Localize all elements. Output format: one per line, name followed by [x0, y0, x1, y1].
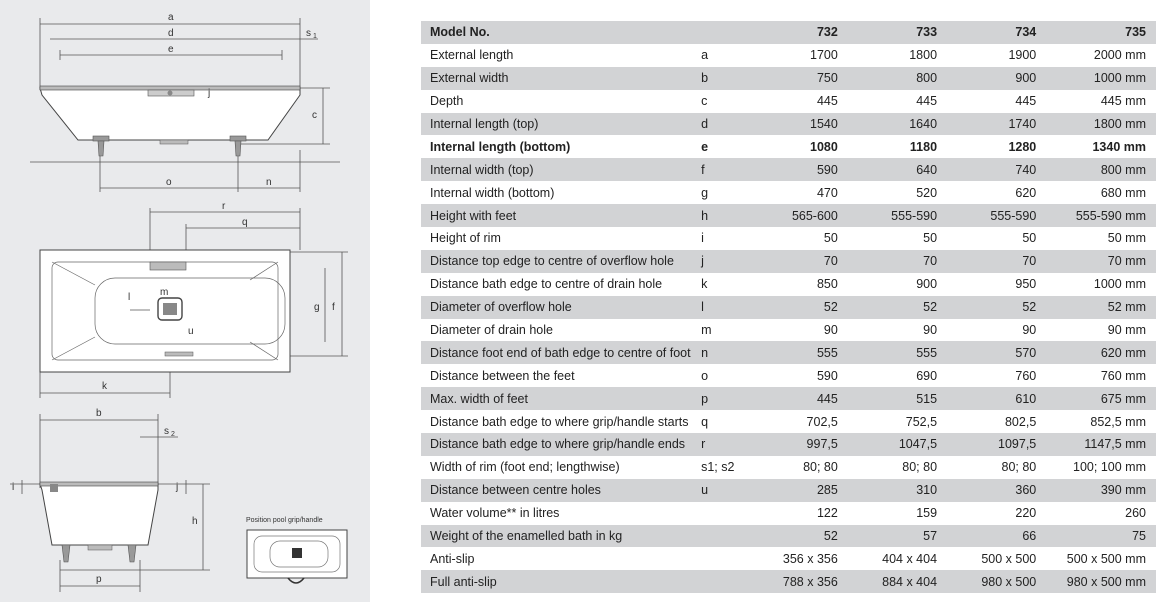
table-row — [421, 90, 1156, 113]
row-value-model-4: 100; 100 mm — [1036, 456, 1156, 479]
spec-table — [421, 21, 1156, 593]
row-code: k — [699, 273, 740, 296]
row-code: r — [699, 433, 740, 456]
table-row — [421, 67, 1156, 90]
table-row — [421, 456, 1156, 479]
row-label: Weight of the enamelled bath in kg — [421, 525, 699, 548]
row-value-model-2: 404 x 404 — [838, 547, 937, 570]
technical-drawing — [0, 0, 370, 602]
row-value-model-2: 445 — [838, 90, 937, 113]
table-row — [421, 135, 1156, 158]
row-value-model-1: 1540 — [740, 113, 837, 136]
row-value-model-3: 220 — [937, 502, 1036, 525]
row-value-model-1: 445 — [740, 90, 837, 113]
table-row — [421, 570, 1156, 593]
row-value-model-4: 75 — [1036, 525, 1156, 548]
row-label: Internal width (top) — [421, 158, 699, 181]
row-value-model-4: 445 mm — [1036, 90, 1156, 113]
row-code — [699, 525, 740, 548]
row-label: Distance foot end of bath edge to centre of foot — [421, 341, 699, 364]
dim-label-q: q — [242, 217, 248, 228]
dim-label-r: r — [222, 201, 226, 212]
row-value-model-2: 515 — [838, 387, 937, 410]
row-label: Diameter of overflow hole — [421, 296, 699, 319]
row-value-model-1: 555 — [740, 341, 837, 364]
row-value-model-1: 565-600 — [740, 204, 837, 227]
dim-label-g: g — [314, 302, 320, 313]
row-label: Anti-slip — [421, 547, 699, 570]
row-code — [699, 547, 740, 570]
row-code: b — [699, 67, 740, 90]
row-value-model-3: 1097,5 — [937, 433, 1036, 456]
row-code: h — [699, 204, 740, 227]
table-row — [421, 410, 1156, 433]
table-row — [421, 364, 1156, 387]
row-value-model-2: 520 — [838, 181, 937, 204]
row-code: m — [699, 319, 740, 342]
row-value-model-2: 90 — [838, 319, 937, 342]
table-row — [421, 204, 1156, 227]
row-value-model-3: 950 — [937, 273, 1036, 296]
row-value-model-1: 50 — [740, 227, 837, 250]
row-label: Depth — [421, 90, 699, 113]
row-code: l — [699, 296, 740, 319]
row-code: f — [699, 158, 740, 181]
row-value-model-1: 285 — [740, 479, 837, 502]
row-value-model-2: 690 — [838, 364, 937, 387]
row-label: Width of rim (foot end; lengthwise) — [421, 456, 699, 479]
row-code: c — [699, 90, 740, 113]
row-label: Distance bath edge to where grip/handle ends — [421, 433, 699, 456]
row-value-model-3: 52 — [937, 296, 1036, 319]
row-label: Distance between the feet — [421, 364, 699, 387]
row-label: Internal length (bottom) — [421, 135, 699, 158]
row-label: Distance bath edge to where grip/handle starts — [421, 410, 699, 433]
row-value-model-3: 570 — [937, 341, 1036, 364]
header-model-3: 734 — [937, 21, 1036, 44]
row-value-model-1: 590 — [740, 158, 837, 181]
dim-label-e: e — [168, 44, 174, 55]
table-row — [421, 319, 1156, 342]
dim-label-i: i — [12, 482, 15, 493]
dim-label-s2-sub: 2 — [171, 431, 175, 438]
row-label: Diameter of drain hole — [421, 319, 699, 342]
row-value-model-1: 356 x 356 — [740, 547, 837, 570]
row-value-model-2: 640 — [838, 158, 937, 181]
table-row — [421, 273, 1156, 296]
row-value-model-1: 788 x 356 — [740, 570, 837, 593]
row-value-model-2: 1800 — [838, 44, 937, 67]
row-code: g — [699, 181, 740, 204]
row-value-model-4: 1000 mm — [1036, 67, 1156, 90]
row-value-model-3: 360 — [937, 479, 1036, 502]
row-value-model-1: 470 — [740, 181, 837, 204]
table-row — [421, 250, 1156, 273]
row-value-model-2: 57 — [838, 525, 937, 548]
row-value-model-1: 52 — [740, 525, 837, 548]
row-value-model-4: 980 x 500 mm — [1036, 570, 1156, 593]
row-value-model-2: 800 — [838, 67, 937, 90]
dim-label-s2: s — [164, 426, 169, 437]
spec-table-body — [421, 21, 1156, 593]
table-row — [421, 341, 1156, 364]
row-value-model-4: 680 mm — [1036, 181, 1156, 204]
table-row — [421, 525, 1156, 548]
table-row — [421, 296, 1156, 319]
dim-label-l: l — [128, 292, 131, 303]
row-value-model-4: 760 mm — [1036, 364, 1156, 387]
row-value-model-1: 590 — [740, 364, 837, 387]
row-label: Distance between centre holes — [421, 479, 699, 502]
row-value-model-2: 555 — [838, 341, 937, 364]
row-value-model-2: 50 — [838, 227, 937, 250]
row-value-model-1: 122 — [740, 502, 837, 525]
row-value-model-2: 1640 — [838, 113, 937, 136]
row-value-model-4: 390 mm — [1036, 479, 1156, 502]
row-value-model-1: 52 — [740, 296, 837, 319]
row-value-model-4: 500 x 500 mm — [1036, 547, 1156, 570]
row-value-model-1: 445 — [740, 387, 837, 410]
tub-front-view — [40, 484, 158, 545]
table-row — [421, 479, 1156, 502]
row-value-model-4: 70 mm — [1036, 250, 1156, 273]
row-code: e — [699, 135, 740, 158]
table-row — [421, 227, 1156, 250]
row-value-model-3: 50 — [937, 227, 1036, 250]
row-label: Full anti-slip — [421, 570, 699, 593]
row-value-model-3: 1900 — [937, 44, 1036, 67]
dim-label-s1: s — [306, 28, 311, 39]
row-value-model-3: 610 — [937, 387, 1036, 410]
row-value-model-3: 1280 — [937, 135, 1036, 158]
row-code: u — [699, 479, 740, 502]
row-value-model-3: 802,5 — [937, 410, 1036, 433]
row-value-model-2: 555-590 — [838, 204, 937, 227]
row-value-model-4: 50 mm — [1036, 227, 1156, 250]
table-row — [421, 433, 1156, 456]
table-row — [421, 181, 1156, 204]
row-value-model-3: 620 — [937, 181, 1036, 204]
row-label: Internal length (top) — [421, 113, 699, 136]
row-value-model-1: 1700 — [740, 44, 837, 67]
dim-label-c: c — [312, 110, 317, 121]
row-value-model-3: 500 x 500 — [937, 547, 1036, 570]
row-value-model-3: 66 — [937, 525, 1036, 548]
dim-label-j-front: j — [176, 482, 179, 493]
row-value-model-1: 1080 — [740, 135, 837, 158]
row-value-model-4: 90 mm — [1036, 319, 1156, 342]
table-header-row — [421, 21, 1156, 44]
row-value-model-2: 159 — [838, 502, 937, 525]
row-label: Height with feet — [421, 204, 699, 227]
row-value-model-3: 760 — [937, 364, 1036, 387]
row-value-model-4: 852,5 mm — [1036, 410, 1156, 433]
row-value-model-4: 1340 mm — [1036, 135, 1156, 158]
row-code: i — [699, 227, 740, 250]
row-value-model-2: 884 x 404 — [838, 570, 937, 593]
dim-label-j-side: j — [208, 88, 211, 99]
dim-label-a: a — [168, 12, 174, 23]
header-label: Model No. — [421, 21, 699, 44]
row-label: Internal width (bottom) — [421, 181, 699, 204]
grip-position-caption: Position pool grip/handle — [246, 517, 323, 524]
dim-label-d: d — [168, 28, 174, 39]
row-value-model-2: 752,5 — [838, 410, 937, 433]
row-label: Water volume** in litres — [421, 502, 699, 525]
row-value-model-4: 800 mm — [1036, 158, 1156, 181]
header-model-2: 733 — [838, 21, 937, 44]
dim-label-h: h — [192, 516, 198, 527]
row-value-model-4: 1147,5 mm — [1036, 433, 1156, 456]
dim-label-p: p — [96, 574, 102, 585]
table-row — [421, 387, 1156, 410]
row-value-model-1: 750 — [740, 67, 837, 90]
dim-label-o: o — [166, 177, 172, 188]
row-label: Distance bath edge to centre of drain hole — [421, 273, 699, 296]
row-value-model-4: 2000 mm — [1036, 44, 1156, 67]
row-value-model-3: 70 — [937, 250, 1036, 273]
dim-label-f: f — [332, 302, 335, 313]
row-label: External width — [421, 67, 699, 90]
row-value-model-3: 80; 80 — [937, 456, 1036, 479]
row-code: p — [699, 387, 740, 410]
table-row — [421, 502, 1156, 525]
row-value-model-2: 1180 — [838, 135, 937, 158]
row-value-model-3: 740 — [937, 158, 1036, 181]
row-value-model-2: 310 — [838, 479, 937, 502]
dim-label-k: k — [102, 381, 107, 392]
row-value-model-1: 80; 80 — [740, 456, 837, 479]
table-row — [421, 113, 1156, 136]
row-value-model-4: 1800 mm — [1036, 113, 1156, 136]
row-code: n — [699, 341, 740, 364]
table-row — [421, 158, 1156, 181]
row-value-model-4: 260 — [1036, 502, 1156, 525]
row-value-model-2: 900 — [838, 273, 937, 296]
row-value-model-1: 997,5 — [740, 433, 837, 456]
row-label: Max. width of feet — [421, 387, 699, 410]
row-label: Distance top edge to centre of overflow hole — [421, 250, 699, 273]
row-value-model-2: 80; 80 — [838, 456, 937, 479]
row-code — [699, 502, 740, 525]
header-model-4: 735 — [1036, 21, 1156, 44]
row-code — [699, 570, 740, 593]
row-value-model-3: 445 — [937, 90, 1036, 113]
dim-label-m: m — [160, 287, 169, 298]
table-row — [421, 547, 1156, 570]
row-code: s1; s2 — [699, 456, 740, 479]
row-value-model-2: 1047,5 — [838, 433, 937, 456]
row-code: q — [699, 410, 740, 433]
dim-label-n: n — [266, 177, 272, 188]
row-code: o — [699, 364, 740, 387]
row-value-model-4: 555-590 mm — [1036, 204, 1156, 227]
row-value-model-4: 52 mm — [1036, 296, 1156, 319]
header-model-1: 732 — [740, 21, 837, 44]
dim-label-s1-sub: 1 — [313, 33, 317, 40]
header-code — [699, 21, 740, 44]
row-value-model-3: 900 — [937, 67, 1036, 90]
row-value-model-2: 70 — [838, 250, 937, 273]
row-value-model-2: 52 — [838, 296, 937, 319]
row-value-model-3: 1740 — [937, 113, 1036, 136]
dim-label-b: b — [96, 408, 102, 419]
row-code: j — [699, 250, 740, 273]
row-value-model-1: 850 — [740, 273, 837, 296]
row-value-model-3: 555-590 — [937, 204, 1036, 227]
row-code: d — [699, 113, 740, 136]
row-value-model-4: 620 mm — [1036, 341, 1156, 364]
bath-dimension-drawing — [0, 0, 370, 602]
row-value-model-3: 980 x 500 — [937, 570, 1036, 593]
row-value-model-1: 702,5 — [740, 410, 837, 433]
table-row — [421, 44, 1156, 67]
row-label: External length — [421, 44, 699, 67]
row-code: a — [699, 44, 740, 67]
dim-label-u: u — [188, 326, 194, 337]
row-value-model-3: 90 — [937, 319, 1036, 342]
row-label: Height of rim — [421, 227, 699, 250]
row-value-model-1: 90 — [740, 319, 837, 342]
row-value-model-1: 70 — [740, 250, 837, 273]
row-value-model-4: 1000 mm — [1036, 273, 1156, 296]
row-value-model-4: 675 mm — [1036, 387, 1156, 410]
